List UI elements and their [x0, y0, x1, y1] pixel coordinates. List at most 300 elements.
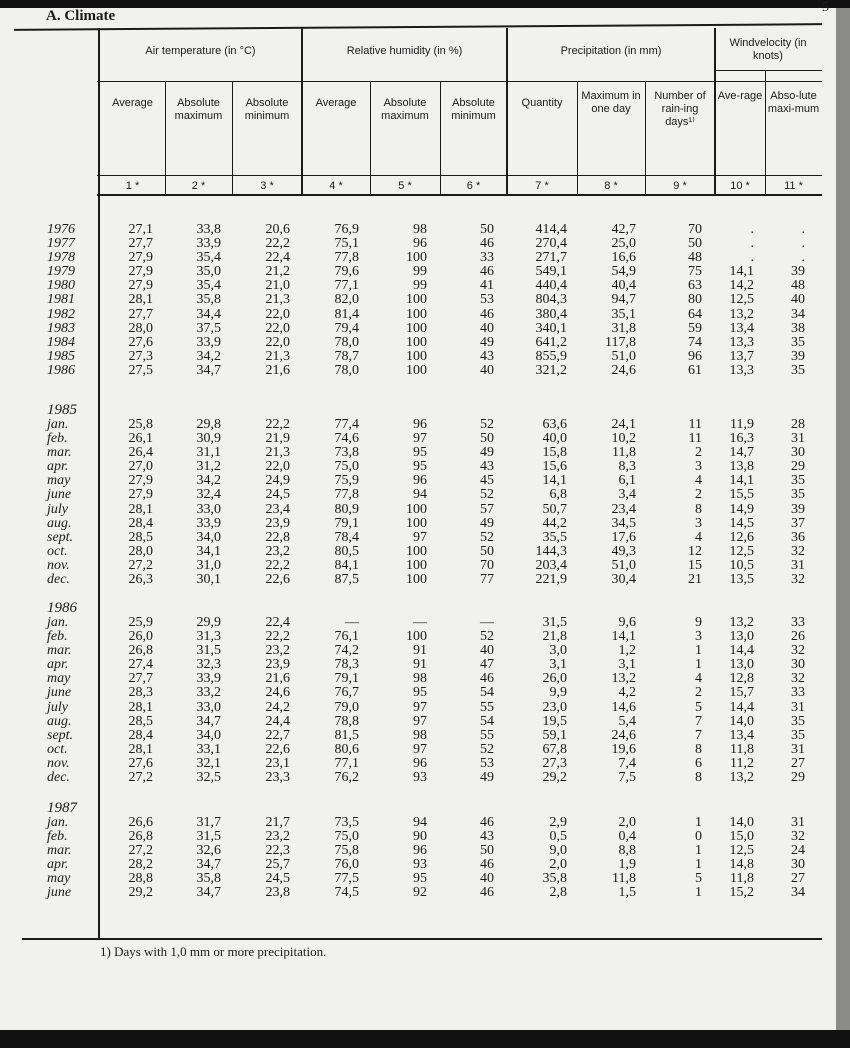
- table-cell: 27,9: [128, 264, 153, 280]
- table-cell: 33,0: [196, 501, 221, 517]
- table-cell: 28,1: [128, 741, 153, 757]
- table-cell: 33,8: [196, 222, 221, 237]
- table-cell: 32: [791, 543, 805, 559]
- table-cell: .: [801, 236, 805, 252]
- table-cell: 77,1: [334, 278, 359, 294]
- table-cell: 35,8: [196, 292, 221, 308]
- table-row: [30, 336, 830, 350]
- table-cell: 35: [791, 487, 805, 503]
- table-row: [30, 771, 830, 785]
- table-section: [30, 403, 830, 587]
- table-cell: 30: [791, 657, 805, 673]
- table-cell: 31: [791, 431, 805, 447]
- table-row: [30, 350, 830, 364]
- column-number: 3 *: [260, 180, 274, 192]
- table-cell: 34,5: [611, 515, 636, 531]
- table-cell: 13,4: [729, 320, 754, 336]
- table-cell: 50: [480, 222, 494, 237]
- table-cell: 13,2: [611, 671, 636, 687]
- col-divider: [645, 81, 646, 195]
- table-section: [30, 223, 830, 378]
- table-cell: 27,6: [128, 334, 153, 350]
- table-cell: 7,5: [618, 770, 636, 786]
- column-number: 1 *: [125, 180, 140, 192]
- table-cell: 40: [480, 362, 494, 378]
- table-cell: 31,7: [196, 815, 221, 830]
- table-cell: 21,2: [265, 264, 290, 280]
- table-cell: 14,0: [729, 815, 754, 830]
- table-cell: 50: [480, 543, 494, 559]
- table-cell: 26,6: [128, 815, 153, 830]
- table-cell: 30,9: [196, 431, 221, 447]
- table-cell: 75,9: [334, 473, 359, 489]
- table-cell: 90: [413, 829, 427, 845]
- table-cell: 100: [406, 515, 427, 531]
- table-cell: 24,6: [611, 727, 636, 743]
- table-cell: 13,8: [729, 459, 754, 475]
- table-cell: 12,5: [729, 543, 754, 559]
- table-cell: 35,0: [196, 264, 221, 280]
- table-row: [30, 364, 830, 378]
- col-divider: [370, 81, 371, 195]
- table-cell: 1,5: [618, 885, 636, 901]
- table-cell: 87,5: [334, 572, 359, 588]
- table-cell: 100: [406, 629, 427, 645]
- table-cell: 31: [791, 741, 805, 757]
- table-cell: 15,0: [729, 829, 754, 845]
- row-label: apr.: [47, 857, 69, 873]
- table-row: [30, 672, 830, 686]
- table-cell: 33,9: [196, 334, 221, 350]
- row-label: nov.: [47, 557, 70, 573]
- table-cell: 34,0: [196, 727, 221, 743]
- table-row: [30, 322, 830, 336]
- table-cell: —: [345, 615, 359, 630]
- table-cell: 2: [695, 445, 702, 461]
- table-bottom-rule: [22, 938, 822, 940]
- table-row: [30, 743, 830, 757]
- table-section: [30, 801, 830, 901]
- section-title: A. Climate: [46, 8, 116, 24]
- table-cell: 33,9: [196, 236, 221, 252]
- table-row: [30, 237, 830, 251]
- table-cell: 22,0: [265, 320, 290, 336]
- table-cell: 19,6: [611, 741, 636, 757]
- column-number: 7 *: [535, 180, 549, 192]
- table-cell: 27,9: [128, 278, 153, 294]
- column-number: 4 *: [329, 180, 343, 192]
- table-cell: 21,6: [265, 671, 290, 687]
- table-cell: 22,7: [265, 727, 290, 743]
- table-cell: 100: [406, 306, 427, 322]
- table-cell: 30: [791, 857, 805, 873]
- table-cell: 27,3: [542, 755, 567, 771]
- table-cell: 27,1: [128, 222, 153, 237]
- table-cell: 51,0: [611, 557, 636, 573]
- row-label: 1983: [47, 320, 75, 336]
- row-label: sept.: [47, 727, 74, 743]
- table-cell: 84,1: [334, 557, 359, 573]
- table-cell: 29,2: [128, 885, 153, 901]
- table-cell: .: [750, 222, 754, 237]
- table-cell: 15,6: [542, 459, 567, 475]
- table-cell: 24,6: [611, 362, 636, 378]
- table-cell: 39: [791, 348, 805, 364]
- table-cell: 28,5: [128, 713, 153, 729]
- table-cell: 27,2: [128, 843, 153, 859]
- table-cell: 23,4: [265, 501, 290, 517]
- table-cell: 96: [688, 348, 702, 364]
- row-label: june: [47, 487, 72, 503]
- table-cell: 30,4: [611, 572, 636, 588]
- table-cell: 80,5: [334, 543, 359, 559]
- table-cell: 98: [413, 671, 427, 687]
- table-row: [30, 757, 830, 771]
- table-cell: 100: [406, 362, 427, 378]
- group-header-air-temperature: Air temperature (in °C): [145, 45, 256, 57]
- table-cell: 3,1: [618, 657, 636, 673]
- row-label: aug.: [47, 713, 72, 729]
- table-cell: 38: [791, 320, 805, 336]
- table-row: [30, 432, 830, 446]
- row-label: july: [47, 501, 68, 517]
- table-cell: 27,7: [128, 671, 153, 687]
- table-cell: 79,0: [334, 699, 359, 715]
- table-cell: 78,7: [334, 348, 359, 364]
- table-cell: 54: [480, 685, 494, 701]
- table-row: [30, 265, 830, 279]
- table-cell: 22,4: [265, 250, 290, 266]
- table-cell: 14,0: [729, 713, 754, 729]
- table-cell: 77,8: [334, 250, 359, 266]
- table-cell: 29: [791, 459, 805, 475]
- table-cell: 39: [791, 264, 805, 280]
- table-cell: 22,0: [265, 459, 290, 475]
- table-row: [30, 293, 830, 307]
- table-cell: 6: [695, 755, 702, 771]
- table-cell: 98: [413, 727, 427, 743]
- table-cell: 28,2: [128, 857, 153, 873]
- table-cell: 35,1: [611, 306, 636, 322]
- table-cell: 55: [480, 699, 494, 715]
- table-cell: 70: [688, 222, 702, 237]
- table-cell: 8: [695, 770, 702, 786]
- table-cell: 49,3: [611, 543, 636, 559]
- table-cell: 52: [480, 741, 494, 757]
- table-cell: 94,7: [611, 292, 636, 308]
- table-cell: 20,6: [265, 222, 290, 237]
- table-cell: 22,2: [265, 557, 290, 573]
- section-heading: 1986: [47, 600, 77, 616]
- row-label: nov.: [47, 755, 70, 771]
- table-cell: 34,7: [196, 885, 221, 901]
- table-cell: 31: [791, 557, 805, 573]
- table-cell: 49: [480, 445, 494, 461]
- table-cell: 27,9: [128, 473, 153, 489]
- table-cell: 97: [413, 431, 427, 447]
- table-cell: 94: [413, 815, 427, 830]
- table-cell: 7,4: [618, 755, 636, 771]
- row-label: aug.: [47, 515, 72, 531]
- table-row: [30, 658, 830, 672]
- table-cell: 91: [413, 643, 427, 659]
- table-cell: 17,6: [611, 529, 636, 545]
- row-label: oct.: [47, 741, 68, 757]
- table-cell: 8: [695, 741, 702, 757]
- table-cell: 80,6: [334, 741, 359, 757]
- table-cell: .: [801, 250, 805, 266]
- table-cell: 22,4: [265, 615, 290, 630]
- table-cell: 55: [480, 727, 494, 743]
- table-cell: 4: [695, 473, 702, 489]
- table-cell: 2: [695, 685, 702, 701]
- row-label: 1980: [47, 278, 75, 294]
- table-cell: 54: [480, 713, 494, 729]
- table-cell: 98: [413, 222, 427, 237]
- table-cell: 34,2: [196, 348, 221, 364]
- table-cell: 27,5: [128, 362, 153, 378]
- table-cell: 3,0: [549, 643, 567, 659]
- table-cell: 50: [688, 236, 702, 252]
- table-cell: 271,7: [535, 250, 567, 266]
- table-cell: 40: [480, 643, 494, 659]
- table-cell: 23,9: [265, 657, 290, 673]
- table-cell: 24,9: [265, 473, 290, 489]
- table-cell: 80: [688, 292, 702, 308]
- table-cell: 26,8: [128, 829, 153, 845]
- table-cell: 2,8: [549, 885, 567, 901]
- table-cell: 804,3: [535, 292, 567, 308]
- table-cell: 22,2: [265, 629, 290, 645]
- table-row: [30, 223, 830, 237]
- column-header: Absolute minimum: [451, 97, 496, 122]
- column-header: Number of rain-ing days¹⁾: [654, 90, 706, 128]
- table-cell: 1: [695, 657, 702, 673]
- table-cell: 28,0: [128, 543, 153, 559]
- table-cell: 40,0: [542, 431, 567, 447]
- table-cell: 25,0: [611, 236, 636, 252]
- table-cell: 45: [480, 473, 494, 489]
- table-cell: 23,0: [542, 699, 567, 715]
- table-cell: 31,5: [542, 615, 567, 630]
- table-cell: 33,0: [196, 699, 221, 715]
- column-number: 5 *: [398, 180, 412, 192]
- table-cell: 26,1: [128, 431, 153, 447]
- table-cell: 13,0: [729, 657, 754, 673]
- table-cell: 33: [791, 685, 805, 701]
- table-cell: 50,7: [542, 501, 567, 517]
- table-cell: 99: [413, 264, 427, 280]
- table-cell: 28,4: [128, 515, 153, 531]
- table-cell: 77,8: [334, 487, 359, 503]
- page-edge: [836, 8, 850, 1030]
- col-divider: [440, 81, 441, 195]
- table-row: [30, 251, 830, 265]
- table-row: [30, 531, 830, 545]
- table-cell: 29: [791, 770, 805, 786]
- table-cell: 40: [791, 292, 805, 308]
- table-cell: 2,0: [549, 857, 567, 873]
- table-cell: 4: [695, 529, 702, 545]
- table-cell: 27,6: [128, 755, 153, 771]
- table-cell: 22,0: [265, 306, 290, 322]
- table-cell: 27: [791, 871, 805, 887]
- table-cell: 11: [688, 417, 702, 432]
- table-cell: 32,4: [196, 487, 221, 503]
- table-cell: 37,5: [196, 320, 221, 336]
- table-cell: 2: [695, 487, 702, 503]
- table-cell: 24: [791, 843, 805, 859]
- table-cell: 79,6: [334, 264, 359, 280]
- table-cell: 96: [413, 755, 427, 771]
- table-cell: 52: [480, 417, 494, 432]
- column-header: Average: [315, 97, 357, 109]
- table-cell: 11,2: [730, 755, 754, 771]
- table-cell: 23,9: [265, 515, 290, 531]
- table-cell: 44,2: [542, 515, 567, 531]
- table-cell: 49: [480, 515, 494, 531]
- table-cell: .: [750, 250, 754, 266]
- table-cell: 15,5: [729, 487, 754, 503]
- table-cell: 14,6: [611, 699, 636, 715]
- table-cell: 6,8: [549, 487, 567, 503]
- table-cell: 33,9: [196, 515, 221, 531]
- table-cell: 1: [695, 885, 702, 901]
- row-label: feb.: [47, 431, 68, 447]
- table-cell: 30: [791, 445, 805, 461]
- table-cell: 35: [791, 334, 805, 350]
- table-cell: 3,4: [618, 487, 636, 503]
- row-label: may: [47, 871, 71, 887]
- table-cell: 76,9: [334, 222, 359, 237]
- row-label: may: [47, 473, 71, 489]
- table-cell: 13,3: [729, 362, 754, 378]
- table-cell: 3,1: [549, 657, 567, 673]
- table-cell: 2,9: [549, 815, 567, 830]
- table-cell: 63: [688, 278, 702, 294]
- table-cell: 13,4: [729, 727, 754, 743]
- table-cell: 96: [413, 473, 427, 489]
- table-cell: 25,9: [128, 615, 153, 630]
- table-cell: 46: [480, 306, 494, 322]
- table-row: [30, 686, 830, 700]
- table-cell: 77,5: [334, 871, 359, 887]
- column-number: 10 *: [730, 180, 750, 192]
- table-row: [30, 545, 830, 559]
- table-cell: 21: [688, 572, 702, 588]
- table-cell: 35,5: [542, 529, 567, 545]
- table-cell: 95: [413, 445, 427, 461]
- table-cell: 1: [695, 857, 702, 873]
- table-cell: 36: [791, 529, 805, 545]
- table-cell: 52: [480, 629, 494, 645]
- table-section: [30, 601, 830, 785]
- row-label: june: [47, 685, 72, 701]
- table-cell: 74,5: [334, 885, 359, 901]
- table-cell: 12,5: [729, 843, 754, 859]
- table-cell: 25,8: [128, 417, 153, 432]
- table-cell: 14,7: [729, 445, 754, 461]
- table-cell: 78,8: [334, 713, 359, 729]
- table-cell: 100: [406, 543, 427, 559]
- table-cell: 414,4: [535, 222, 567, 237]
- row-label: jan.: [47, 417, 69, 432]
- table-cell: 6,1: [618, 473, 636, 489]
- table-cell: 26,3: [128, 572, 153, 588]
- table-cell: 27: [791, 755, 805, 771]
- table-cell: 31,3: [196, 629, 221, 645]
- table-cell: 100: [406, 572, 427, 588]
- table-cell: 33,9: [196, 671, 221, 687]
- table-cell: 78,3: [334, 657, 359, 673]
- table-cell: 14,1: [542, 473, 567, 489]
- table-cell: 23,8: [265, 885, 290, 901]
- footnote: 1) Days with 1,0 mm or more precipitation.: [100, 944, 327, 959]
- table-cell: 79,1: [334, 515, 359, 531]
- table-cell: 440,4: [535, 278, 567, 294]
- table-cell: 13,7: [729, 348, 754, 364]
- table-cell: 100: [406, 320, 427, 336]
- table-cell: 13,3: [729, 334, 754, 350]
- table-row: [30, 844, 830, 858]
- table-cell: 21,6: [265, 362, 290, 378]
- table-cell: 27,2: [128, 770, 153, 786]
- table-cell: 10,5: [729, 557, 754, 573]
- table-cell: 29,8: [196, 417, 221, 432]
- table-cell: 31,1: [196, 445, 221, 461]
- table-cell: 32: [791, 572, 805, 588]
- table-cell: 5: [695, 871, 702, 887]
- table-cell: 13,2: [729, 770, 754, 786]
- table-cell: 11: [688, 431, 702, 447]
- table-cell: 203,4: [535, 557, 567, 573]
- table-cell: 855,9: [535, 348, 567, 364]
- table-row: [30, 446, 830, 460]
- table-cell: 221,9: [535, 572, 567, 588]
- table-cell: 100: [406, 348, 427, 364]
- table-cell: 97: [413, 699, 427, 715]
- table-cell: 8,8: [618, 843, 636, 859]
- table-row: [30, 474, 830, 488]
- table-cell: 34,1: [196, 543, 221, 559]
- table-cell: 23,2: [265, 643, 290, 659]
- table-cell: 13,5: [729, 572, 754, 588]
- table-cell: 21,9: [265, 431, 290, 447]
- table-cell: 19,5: [542, 713, 567, 729]
- row-label: mar.: [47, 445, 72, 461]
- table-cell: 22,6: [265, 741, 290, 757]
- row-label: oct.: [47, 543, 68, 559]
- table-cell: 28,1: [128, 292, 153, 308]
- table-cell: 11,9: [730, 417, 754, 432]
- table-cell: 11,8: [730, 741, 754, 757]
- table-cell: 43: [480, 829, 494, 845]
- table-cell: 51,0: [611, 348, 636, 364]
- table-cell: 28: [791, 417, 805, 432]
- table-cell: 40,4: [611, 278, 636, 294]
- table-row: [30, 488, 830, 502]
- table-cell: 1,9: [618, 857, 636, 873]
- group-divider: [714, 28, 716, 195]
- row-label: 1982: [47, 306, 75, 322]
- table-cell: 12,6: [729, 529, 754, 545]
- table-cell: 641,2: [535, 334, 567, 350]
- table-cell: 95: [413, 459, 427, 475]
- table-cell: 14,5: [729, 515, 754, 531]
- table-row: [30, 701, 830, 715]
- column-number: 8 *: [604, 180, 618, 192]
- row-label: jan.: [47, 615, 69, 630]
